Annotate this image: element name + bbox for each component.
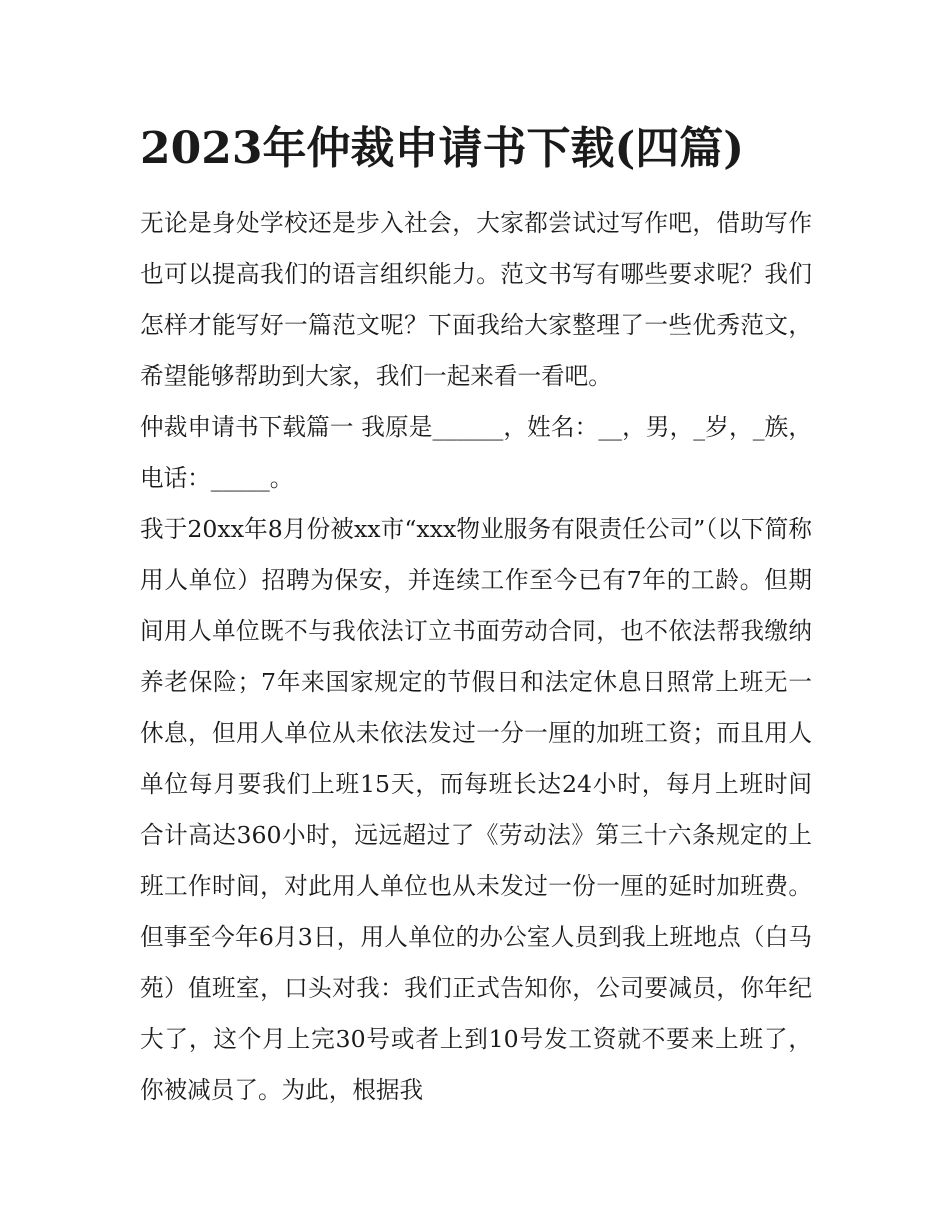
document-title: 2023年仲裁申请书下载(四篇)	[140, 123, 745, 174]
document-page	[140, 118, 812, 1116]
section-one-paragraph: 仲裁申请书下载篇一 我原是______，姓名：__，男，_岁，_族，电话：_____。	[140, 413, 812, 492]
intro-paragraph: 无论是身处学校还是步入社会，大家都尝试过写作吧，借助写作也可以提高我们的语言组织能力。范文书写有哪些要求呢？我们怎样才能写好一篇范文呢？下面我给大家整理了一些优秀范文，希望能够帮助到大家，我们一起来看一看吧。	[140, 209, 812, 390]
body-paragraph: 我于20xx年8月份被xx市“xxx物业服务有限责任公司”（以下简称用人单位）招聘为保安，并连续工作至今已有7年的工龄。但期间用人单位既不与我依法订立书面劳动合同，也不依法帮我缴纳养老保险；7年来国家规定的节假日和法定休息日照常上班无一休息，但用人单位从未依法发过一分一厘的加班工资；而且用人单位每月要我们上班15天，而每班长达24小时，每月上班时间合计高达360小时，远远超过了《劳动法》第三十六条规定的上班工作时间，对此用人单位也从未发过一份一厘的延时加班费。但事至今年6月3日，用人单位的办公室人员到我上班地点（白马苑）值班室，口头对我：我们正式告知你，公司要减员，你年纪大了，这个月上完30号或者上到10号发工资就不要来上班了，你被减员了。为此，根据我	[140, 515, 812, 1104]
